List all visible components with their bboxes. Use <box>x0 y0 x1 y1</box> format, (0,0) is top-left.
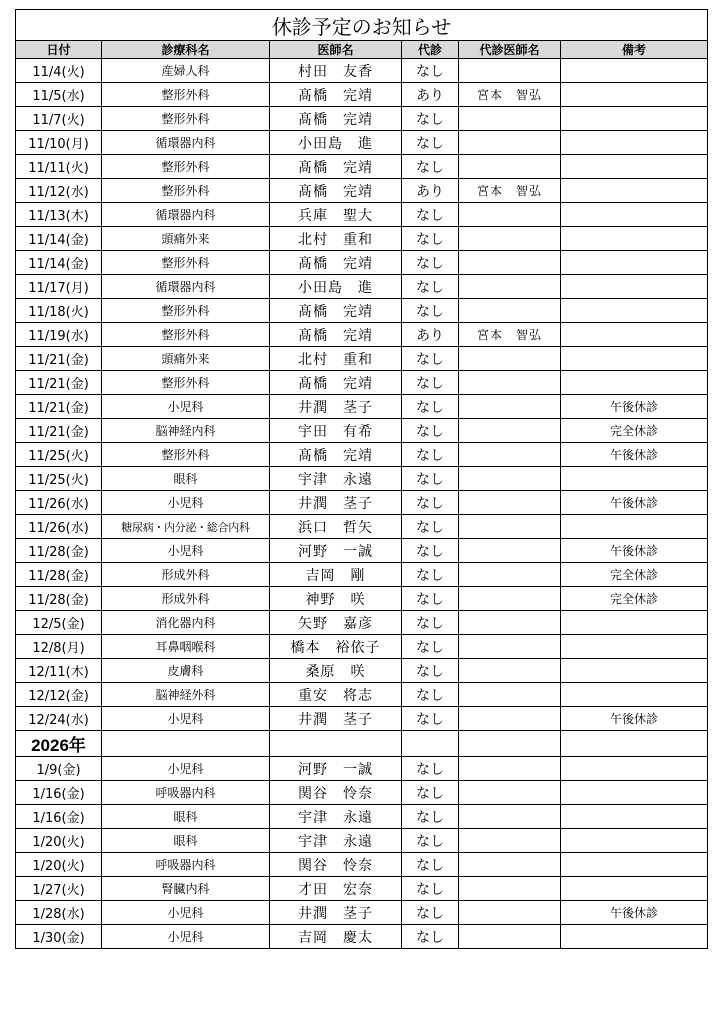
date-cell: 11/25(火) <box>16 467 102 491</box>
department-cell: 小児科 <box>102 707 270 731</box>
department-cell: 皮膚科 <box>102 659 270 683</box>
department-cell: 循環器内科 <box>102 131 270 155</box>
note-cell <box>561 635 708 659</box>
table-row <box>16 395 708 419</box>
substitute-doctor-cell <box>459 59 561 83</box>
note-cell: 午後休診 <box>561 707 708 731</box>
date-cell: 11/4(火) <box>16 59 102 83</box>
department-cell: 小児科 <box>102 539 270 563</box>
doctor-cell: 小田島 進 <box>270 131 402 155</box>
date-cell: 11/18(火) <box>16 299 102 323</box>
substitute-cell: なし <box>402 395 459 419</box>
table-row <box>16 491 708 515</box>
doctor-cell: 浜口 哲矢 <box>270 515 402 539</box>
note-cell <box>561 107 708 131</box>
doctor-cell: 吉岡 剛 <box>270 563 402 587</box>
table-row <box>16 707 708 731</box>
header-substitute: 代診 <box>402 41 459 59</box>
date-cell: 1/20(火) <box>16 829 102 853</box>
substitute-doctor-cell <box>459 347 561 371</box>
substitute-cell: なし <box>402 659 459 683</box>
doctor-cell: 宇津 永遠 <box>270 805 402 829</box>
doctor-cell: 髙橋 完靖 <box>270 443 402 467</box>
date-cell: 12/11(木) <box>16 659 102 683</box>
table-row <box>16 299 708 323</box>
substitute-doctor-cell <box>459 781 561 805</box>
note-cell <box>561 757 708 781</box>
note-cell <box>561 925 708 949</box>
substitute-cell: なし <box>402 203 459 227</box>
substitute-doctor-cell: 宮本 智弘 <box>459 323 561 347</box>
substitute-doctor-cell <box>459 757 561 781</box>
substitute-doctor-cell <box>459 515 561 539</box>
date-cell: 12/5(金) <box>16 611 102 635</box>
department-cell: 呼吸器内科 <box>102 853 270 877</box>
doctor-cell: 吉岡 慶太 <box>270 925 402 949</box>
doctor-cell: 河野 一誠 <box>270 757 402 781</box>
substitute-doctor-cell <box>459 805 561 829</box>
note-cell <box>561 853 708 877</box>
substitute-doctor-cell <box>459 901 561 925</box>
note-cell <box>561 371 708 395</box>
note-cell <box>561 59 708 83</box>
date-cell: 11/21(金) <box>16 371 102 395</box>
substitute-cell: なし <box>402 107 459 131</box>
substitute-doctor-cell <box>459 587 561 611</box>
note-cell <box>561 131 708 155</box>
substitute-cell: なし <box>402 925 459 949</box>
table-row <box>16 757 708 781</box>
department-cell: 糖尿病・内分泌・総合内科 <box>102 515 270 539</box>
substitute-doctor-cell <box>459 829 561 853</box>
table-row <box>16 853 708 877</box>
table-row <box>16 83 708 107</box>
substitute-doctor-cell <box>459 299 561 323</box>
table-row <box>16 635 708 659</box>
department-cell: 整形外科 <box>102 179 270 203</box>
doctor-cell: 河野 一誠 <box>270 539 402 563</box>
note-cell <box>561 203 708 227</box>
doctor-cell: 宇津 永遠 <box>270 467 402 491</box>
doctor-cell: 小田島 進 <box>270 275 402 299</box>
doctor-cell: 関谷 怜奈 <box>270 781 402 805</box>
department-cell: 整形外科 <box>102 371 270 395</box>
year-divider <box>16 731 708 757</box>
year-label: 2026年 <box>16 731 102 757</box>
date-cell: 1/9(金) <box>16 757 102 781</box>
doctor-cell: 髙橋 完靖 <box>270 323 402 347</box>
date-cell: 1/16(金) <box>16 781 102 805</box>
substitute-doctor-cell: 宮本 智弘 <box>459 179 561 203</box>
table-row <box>16 829 708 853</box>
note-cell <box>561 347 708 371</box>
date-cell: 11/17(月) <box>16 275 102 299</box>
date-cell: 12/12(金) <box>16 683 102 707</box>
substitute-doctor-cell <box>459 155 561 179</box>
substitute-doctor-cell <box>459 877 561 901</box>
note-cell <box>561 877 708 901</box>
department-cell: 整形外科 <box>102 251 270 275</box>
note-cell <box>561 227 708 251</box>
date-cell: 11/13(木) <box>16 203 102 227</box>
substitute-cell: なし <box>402 683 459 707</box>
department-cell: 眼科 <box>102 467 270 491</box>
substitute-cell: なし <box>402 227 459 251</box>
table-row <box>16 781 708 805</box>
note-cell <box>561 467 708 491</box>
note-cell: 午後休診 <box>561 901 708 925</box>
header-note: 備考 <box>561 41 708 59</box>
note-cell: 午後休診 <box>561 395 708 419</box>
table-row <box>16 683 708 707</box>
table-row <box>16 107 708 131</box>
date-cell: 11/28(金) <box>16 539 102 563</box>
substitute-doctor-cell <box>459 371 561 395</box>
table-row <box>16 587 708 611</box>
date-cell: 11/14(金) <box>16 251 102 275</box>
doctor-cell: 北村 重和 <box>270 347 402 371</box>
note-cell <box>561 251 708 275</box>
substitute-cell: なし <box>402 563 459 587</box>
table-row <box>16 419 708 443</box>
substitute-cell: なし <box>402 59 459 83</box>
substitute-cell: なし <box>402 443 459 467</box>
substitute-cell: なし <box>402 515 459 539</box>
closure-schedule-table <box>15 9 708 949</box>
note-cell <box>561 155 708 179</box>
department-cell: 腎臓内科 <box>102 877 270 901</box>
department-cell: 呼吸器内科 <box>102 781 270 805</box>
doctor-cell: 宇田 有希 <box>270 419 402 443</box>
doctor-cell: 髙橋 完靖 <box>270 107 402 131</box>
date-cell: 11/21(金) <box>16 347 102 371</box>
note-cell: 完全休診 <box>561 563 708 587</box>
doctor-cell: 宇津 永遠 <box>270 829 402 853</box>
substitute-cell: なし <box>402 587 459 611</box>
table-row <box>16 443 708 467</box>
date-cell: 1/20(火) <box>16 853 102 877</box>
table-row <box>16 611 708 635</box>
note-cell: 完全休診 <box>561 419 708 443</box>
department-cell: 頭痛外来 <box>102 347 270 371</box>
date-cell: 12/8(月) <box>16 635 102 659</box>
date-cell: 11/21(金) <box>16 395 102 419</box>
doctor-cell: 神野 咲 <box>270 587 402 611</box>
substitute-cell: なし <box>402 467 459 491</box>
table-row <box>16 227 708 251</box>
substitute-doctor-cell <box>459 467 561 491</box>
substitute-doctor-cell <box>459 107 561 131</box>
department-cell: 産婦人科 <box>102 59 270 83</box>
table-row <box>16 59 708 83</box>
note-cell <box>561 805 708 829</box>
date-cell: 11/28(金) <box>16 563 102 587</box>
note-cell <box>561 299 708 323</box>
department-cell: 整形外科 <box>102 443 270 467</box>
note-cell <box>561 781 708 805</box>
substitute-doctor-cell: 宮本 智弘 <box>459 83 561 107</box>
department-cell: 循環器内科 <box>102 275 270 299</box>
note-cell <box>561 275 708 299</box>
substitute-cell: なし <box>402 829 459 853</box>
substitute-cell: なし <box>402 805 459 829</box>
year-row-empty-cell <box>459 731 561 757</box>
substitute-cell: なし <box>402 539 459 563</box>
table-row <box>16 155 708 179</box>
table-row <box>16 347 708 371</box>
table-row <box>16 275 708 299</box>
substitute-doctor-cell <box>459 251 561 275</box>
page-title: 休診予定のお知らせ <box>16 10 708 41</box>
department-cell: 小児科 <box>102 757 270 781</box>
table-row <box>16 323 708 347</box>
substitute-cell: なし <box>402 299 459 323</box>
year-row-empty-cell <box>402 731 459 757</box>
department-cell: 整形外科 <box>102 83 270 107</box>
department-cell: 耳鼻咽喉科 <box>102 635 270 659</box>
table-row <box>16 563 708 587</box>
department-cell: 脳神経外科 <box>102 683 270 707</box>
substitute-cell: なし <box>402 781 459 805</box>
substitute-doctor-cell <box>459 203 561 227</box>
date-cell: 1/30(金) <box>16 925 102 949</box>
substitute-doctor-cell <box>459 563 561 587</box>
substitute-cell: なし <box>402 901 459 925</box>
header-substitute-doctor: 代診医師名 <box>459 41 561 59</box>
table-row <box>16 515 708 539</box>
doctor-cell: 髙橋 完靖 <box>270 299 402 323</box>
header-row <box>16 41 708 59</box>
doctor-cell: 井潤 茎子 <box>270 707 402 731</box>
table-row <box>16 805 708 829</box>
note-cell <box>561 659 708 683</box>
department-cell: 形成外科 <box>102 587 270 611</box>
doctor-cell: 髙橋 完靖 <box>270 155 402 179</box>
substitute-cell: なし <box>402 635 459 659</box>
date-cell: 11/19(水) <box>16 323 102 347</box>
rows-2026 <box>16 757 708 949</box>
substitute-cell: なし <box>402 877 459 901</box>
table-row <box>16 467 708 491</box>
substitute-doctor-cell <box>459 491 561 515</box>
department-cell: 眼科 <box>102 829 270 853</box>
note-cell: 午後休診 <box>561 443 708 467</box>
doctor-cell: 井潤 茎子 <box>270 395 402 419</box>
substitute-cell: なし <box>402 611 459 635</box>
doctor-cell: 村田 友香 <box>270 59 402 83</box>
substitute-doctor-cell <box>459 443 561 467</box>
date-cell: 12/24(水) <box>16 707 102 731</box>
substitute-doctor-cell <box>459 131 561 155</box>
table-row <box>16 179 708 203</box>
substitute-cell: なし <box>402 347 459 371</box>
substitute-cell: あり <box>402 323 459 347</box>
substitute-cell: なし <box>402 757 459 781</box>
substitute-doctor-cell <box>459 659 561 683</box>
doctor-cell: 井潤 茎子 <box>270 491 402 515</box>
department-cell: 小児科 <box>102 901 270 925</box>
substitute-cell: なし <box>402 131 459 155</box>
doctor-cell: 髙橋 完靖 <box>270 251 402 275</box>
substitute-cell: なし <box>402 155 459 179</box>
table-row <box>16 251 708 275</box>
substitute-doctor-cell <box>459 635 561 659</box>
header-date: 日付 <box>16 41 102 59</box>
department-cell: 整形外科 <box>102 107 270 131</box>
table-row <box>16 901 708 925</box>
date-cell: 11/25(火) <box>16 443 102 467</box>
substitute-cell: なし <box>402 707 459 731</box>
note-cell <box>561 611 708 635</box>
department-cell: 整形外科 <box>102 155 270 179</box>
rows-2025 <box>16 59 708 731</box>
department-cell: 形成外科 <box>102 563 270 587</box>
department-cell: 脳神経内科 <box>102 419 270 443</box>
note-cell <box>561 83 708 107</box>
substitute-doctor-cell <box>459 395 561 419</box>
date-cell: 1/27(火) <box>16 877 102 901</box>
substitute-doctor-cell <box>459 925 561 949</box>
substitute-doctor-cell <box>459 227 561 251</box>
date-cell: 11/26(水) <box>16 491 102 515</box>
substitute-cell: なし <box>402 275 459 299</box>
department-cell: 循環器内科 <box>102 203 270 227</box>
note-cell <box>561 323 708 347</box>
substitute-cell: なし <box>402 853 459 877</box>
substitute-doctor-cell <box>459 611 561 635</box>
table-row <box>16 877 708 901</box>
note-cell <box>561 515 708 539</box>
doctor-cell: 桑原 咲 <box>270 659 402 683</box>
department-cell: 頭痛外来 <box>102 227 270 251</box>
table-row <box>16 539 708 563</box>
department-cell: 整形外科 <box>102 323 270 347</box>
doctor-cell: 才田 宏奈 <box>270 877 402 901</box>
doctor-cell: 髙橋 完靖 <box>270 179 402 203</box>
note-cell: 午後休診 <box>561 491 708 515</box>
substitute-doctor-cell <box>459 539 561 563</box>
date-cell: 11/28(金) <box>16 587 102 611</box>
department-cell: 整形外科 <box>102 299 270 323</box>
table-row <box>16 203 708 227</box>
table-row <box>16 659 708 683</box>
substitute-cell: なし <box>402 419 459 443</box>
date-cell: 11/12(水) <box>16 179 102 203</box>
note-cell <box>561 179 708 203</box>
year-row-empty-cell <box>270 731 402 757</box>
date-cell: 11/5(水) <box>16 83 102 107</box>
note-cell <box>561 683 708 707</box>
note-cell: 完全休診 <box>561 587 708 611</box>
doctor-cell: 髙橋 完靖 <box>270 83 402 107</box>
substitute-cell: あり <box>402 179 459 203</box>
table-row <box>16 131 708 155</box>
substitute-doctor-cell <box>459 853 561 877</box>
doctor-cell: 髙橋 完靖 <box>270 371 402 395</box>
table-row <box>16 925 708 949</box>
substitute-cell: なし <box>402 371 459 395</box>
department-cell: 消化器内科 <box>102 611 270 635</box>
substitute-doctor-cell <box>459 707 561 731</box>
doctor-cell: 矢野 嘉彦 <box>270 611 402 635</box>
note-cell: 午後休診 <box>561 539 708 563</box>
substitute-doctor-cell <box>459 275 561 299</box>
date-cell: 1/28(水) <box>16 901 102 925</box>
department-cell: 眼科 <box>102 805 270 829</box>
doctor-cell: 関谷 怜奈 <box>270 853 402 877</box>
table-row <box>16 371 708 395</box>
substitute-cell: あり <box>402 83 459 107</box>
doctor-cell: 井潤 茎子 <box>270 901 402 925</box>
doctor-cell: 兵庫 聖大 <box>270 203 402 227</box>
date-cell: 11/7(火) <box>16 107 102 131</box>
substitute-cell: なし <box>402 491 459 515</box>
header-doctor: 医師名 <box>270 41 402 59</box>
date-cell: 11/10(月) <box>16 131 102 155</box>
doctor-cell: 橋本 裕依子 <box>270 635 402 659</box>
date-cell: 11/21(金) <box>16 419 102 443</box>
department-cell: 小児科 <box>102 395 270 419</box>
doctor-cell: 北村 重和 <box>270 227 402 251</box>
note-cell <box>561 829 708 853</box>
date-cell: 11/14(金) <box>16 227 102 251</box>
header-department: 診療科名 <box>102 41 270 59</box>
doctor-cell: 重安 将志 <box>270 683 402 707</box>
department-cell: 小児科 <box>102 925 270 949</box>
year-row-empty-cell <box>561 731 708 757</box>
department-cell: 小児科 <box>102 491 270 515</box>
substitute-doctor-cell <box>459 419 561 443</box>
substitute-cell: なし <box>402 251 459 275</box>
date-cell: 11/11(火) <box>16 155 102 179</box>
year-row-empty-cell <box>102 731 270 757</box>
substitute-doctor-cell <box>459 683 561 707</box>
date-cell: 11/26(水) <box>16 515 102 539</box>
date-cell: 1/16(金) <box>16 805 102 829</box>
